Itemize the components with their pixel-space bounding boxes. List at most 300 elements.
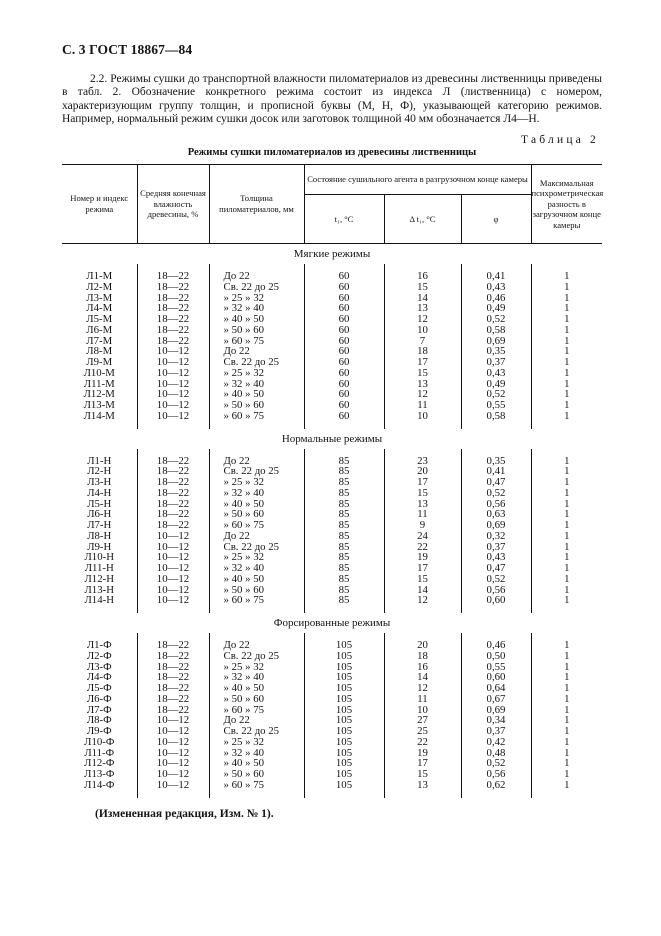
phi-cell: 0,58 bbox=[461, 411, 531, 422]
phi-cell: 0,43 bbox=[461, 552, 531, 563]
dt-cell: 10 bbox=[384, 705, 461, 716]
table-row bbox=[62, 531, 602, 542]
thickness-cell: » 32 » 40 bbox=[209, 563, 304, 574]
table-row bbox=[62, 737, 602, 748]
dt-cell: 14 bbox=[384, 672, 461, 683]
maxdiff-cell: 1 bbox=[531, 456, 602, 467]
thickness-cell: » 40 » 50 bbox=[209, 683, 304, 694]
col-maxdiff-header: Максимальная психрометрическая разность в загрузочном конце камеры bbox=[531, 165, 602, 244]
t1-cell: 85 bbox=[304, 456, 384, 467]
dt-cell: 17 bbox=[384, 758, 461, 769]
dt-cell: 11 bbox=[384, 400, 461, 411]
dt-cell: 15 bbox=[384, 769, 461, 780]
table-row bbox=[62, 336, 602, 347]
humidity-cell: 10—12 bbox=[137, 379, 209, 390]
phi-cell: 0,41 bbox=[461, 466, 531, 477]
mode-cell: Л6-М bbox=[86, 323, 113, 336]
mode-cell: Л11-Ф bbox=[84, 746, 115, 759]
mode-cell: Л2-Н bbox=[87, 465, 112, 478]
humidity-cell: 18—22 bbox=[137, 456, 209, 467]
table-row bbox=[62, 520, 602, 531]
dt-cell: 20 bbox=[384, 466, 461, 477]
mode-cell: Л1-Н bbox=[87, 454, 112, 467]
phi-cell: 0,63 bbox=[461, 509, 531, 520]
phi-cell: 0,56 bbox=[461, 769, 531, 780]
phi-cell: 0,69 bbox=[461, 705, 531, 716]
mode-cell: Л13-М bbox=[83, 399, 115, 411]
col-phi-header: φ bbox=[461, 195, 531, 244]
humidity-cell: 18—22 bbox=[137, 271, 209, 282]
table-row bbox=[62, 389, 602, 400]
humidity-cell: 10—12 bbox=[137, 368, 209, 379]
t1-cell: 85 bbox=[304, 585, 384, 596]
t1-cell: 60 bbox=[304, 325, 384, 336]
page-header: С. 3 ГОСТ 18867—84 bbox=[62, 42, 193, 57]
mode-cell: Л3-Ф bbox=[86, 660, 112, 673]
mode-cell: Л13-Н bbox=[84, 583, 114, 596]
table-row bbox=[62, 705, 602, 716]
humidity-cell: 18—22 bbox=[137, 662, 209, 673]
thickness-cell: До 22 bbox=[209, 456, 304, 467]
mode-cell: Л9-Н bbox=[87, 540, 112, 553]
phi-cell: 0,55 bbox=[461, 400, 531, 411]
t1-cell: 105 bbox=[304, 748, 384, 759]
thickness-cell: Св. 22 до 25 bbox=[209, 282, 304, 293]
mode-cell: Л14-Ф bbox=[84, 778, 115, 791]
t1-cell: 105 bbox=[304, 672, 384, 683]
phi-cell: 0,37 bbox=[461, 726, 531, 737]
humidity-cell: 18—22 bbox=[137, 282, 209, 293]
table-row bbox=[62, 758, 602, 769]
maxdiff-cell: 1 bbox=[531, 748, 602, 759]
humidity-cell: 18—22 bbox=[137, 694, 209, 705]
dt-cell: 11 bbox=[384, 694, 461, 705]
thickness-cell: » 25 » 32 bbox=[209, 368, 304, 379]
maxdiff-cell: 1 bbox=[531, 314, 602, 325]
t1-cell: 85 bbox=[304, 499, 384, 510]
mode-cell: Л6-Н bbox=[87, 508, 112, 521]
maxdiff-cell: 1 bbox=[531, 640, 602, 651]
maxdiff-cell: 1 bbox=[531, 780, 602, 791]
thickness-cell: » 50 » 60 bbox=[209, 400, 304, 411]
dt-cell: 17 bbox=[384, 563, 461, 574]
dt-cell: 12 bbox=[384, 389, 461, 400]
humidity-cell: 18—22 bbox=[137, 314, 209, 325]
maxdiff-cell: 1 bbox=[531, 282, 602, 293]
phi-cell: 0,48 bbox=[461, 748, 531, 759]
mode-cell: Л8-М bbox=[86, 345, 113, 358]
table-row bbox=[62, 325, 602, 336]
mode-cell: Л9-М bbox=[86, 356, 113, 368]
mode-cell: Л7-Н bbox=[87, 519, 112, 531]
col-humidity-header: Средняя конечная влажность древесины, % bbox=[137, 165, 209, 244]
thickness-cell: Св. 22 до 25 bbox=[209, 726, 304, 737]
table-row bbox=[62, 499, 602, 510]
dt-cell: 19 bbox=[384, 748, 461, 759]
table-row bbox=[62, 466, 602, 477]
dt-cell: 15 bbox=[384, 368, 461, 379]
dt-cell: 17 bbox=[384, 357, 461, 368]
t1-cell: 60 bbox=[304, 379, 384, 390]
t1-cell: 105 bbox=[304, 694, 384, 705]
maxdiff-cell: 1 bbox=[531, 574, 602, 585]
mode-cell: Л1-М bbox=[86, 270, 113, 282]
phi-cell: 0,64 bbox=[461, 683, 531, 694]
phi-cell: 0,56 bbox=[461, 585, 531, 596]
thickness-cell: » 50 » 60 bbox=[209, 509, 304, 520]
mode-cell: Л14-Н bbox=[84, 594, 114, 607]
humidity-cell: 10—12 bbox=[137, 552, 209, 563]
humidity-cell: 18—22 bbox=[137, 683, 209, 694]
col-dt-header: Δ t₁, °С bbox=[384, 195, 461, 244]
humidity-cell: 18—22 bbox=[137, 651, 209, 662]
table-row bbox=[62, 379, 602, 390]
maxdiff-cell: 1 bbox=[531, 325, 602, 336]
mode-cell: Л2-М bbox=[86, 280, 113, 293]
thickness-cell: » 25 » 32 bbox=[209, 662, 304, 673]
dt-cell: 14 bbox=[384, 293, 461, 304]
t1-cell: 85 bbox=[304, 563, 384, 574]
col-agent-group-header: Состояние сушильного агента в разгрузочном конце камеры bbox=[304, 165, 531, 195]
t1-cell: 60 bbox=[304, 357, 384, 368]
mode-cell: Л10-Н bbox=[84, 551, 114, 564]
t1-cell: 60 bbox=[304, 411, 384, 422]
humidity-cell: 18—22 bbox=[137, 477, 209, 488]
humidity-cell: 10—12 bbox=[137, 400, 209, 411]
maxdiff-cell: 1 bbox=[531, 662, 602, 673]
table-row bbox=[62, 748, 602, 759]
maxdiff-cell: 1 bbox=[531, 400, 602, 411]
dt-cell: 24 bbox=[384, 531, 461, 542]
humidity-cell: 18—22 bbox=[137, 672, 209, 683]
phi-cell: 0,47 bbox=[461, 477, 531, 488]
t1-cell: 85 bbox=[304, 574, 384, 585]
table-row bbox=[62, 780, 602, 791]
thickness-cell: » 32 » 40 bbox=[209, 303, 304, 314]
table-row bbox=[62, 477, 602, 488]
phi-cell: 0,43 bbox=[461, 368, 531, 379]
t1-cell: 60 bbox=[304, 293, 384, 304]
phi-cell: 0,32 bbox=[461, 531, 531, 542]
maxdiff-cell: 1 bbox=[531, 758, 602, 769]
humidity-cell: 18—22 bbox=[137, 488, 209, 499]
phi-cell: 0,67 bbox=[461, 694, 531, 705]
mode-cell: Л1-Ф bbox=[86, 639, 112, 651]
maxdiff-cell: 1 bbox=[531, 585, 602, 596]
humidity-cell: 10—12 bbox=[137, 595, 209, 606]
table-row bbox=[62, 542, 602, 553]
humidity-cell: 10—12 bbox=[137, 758, 209, 769]
dt-cell: 22 bbox=[384, 737, 461, 748]
humidity-cell: 10—12 bbox=[137, 346, 209, 357]
table-row bbox=[62, 595, 602, 606]
phi-cell: 0,60 bbox=[461, 595, 531, 606]
phi-cell: 0,52 bbox=[461, 488, 531, 499]
thickness-cell: До 22 bbox=[209, 271, 304, 282]
mode-cell: Л8-Ф bbox=[86, 714, 112, 727]
table-row bbox=[62, 694, 602, 705]
t1-cell: 60 bbox=[304, 303, 384, 314]
table-row bbox=[62, 672, 602, 683]
table-row bbox=[62, 271, 602, 282]
t1-cell: 105 bbox=[304, 715, 384, 726]
humidity-cell: 10—12 bbox=[137, 531, 209, 542]
t1-cell: 85 bbox=[304, 466, 384, 477]
phi-cell: 0,49 bbox=[461, 303, 531, 314]
table-row bbox=[62, 726, 602, 737]
thickness-cell: » 25 » 32 bbox=[209, 737, 304, 748]
phi-cell: 0,52 bbox=[461, 574, 531, 585]
dt-cell: 22 bbox=[384, 542, 461, 553]
amendment-note: (Измененная редакция, Изм. № 1). bbox=[95, 808, 274, 820]
humidity-cell: 10—12 bbox=[137, 737, 209, 748]
mode-cell: Л12-Н bbox=[84, 572, 114, 585]
humidity-cell: 10—12 bbox=[137, 585, 209, 596]
dt-cell: 18 bbox=[384, 651, 461, 662]
col-t1-header: t₁, °С bbox=[304, 195, 384, 244]
humidity-cell: 10—12 bbox=[137, 411, 209, 422]
table-row bbox=[62, 585, 602, 596]
t1-cell: 105 bbox=[304, 780, 384, 791]
t1-cell: 85 bbox=[304, 531, 384, 542]
t1-cell: 105 bbox=[304, 758, 384, 769]
dt-cell: 15 bbox=[384, 282, 461, 293]
table-row bbox=[62, 574, 602, 585]
phi-cell: 0,55 bbox=[461, 662, 531, 673]
thickness-cell: До 22 bbox=[209, 531, 304, 542]
section-title: Мягкие режимы bbox=[293, 248, 371, 260]
thickness-cell: » 32 » 40 bbox=[209, 748, 304, 759]
mode-cell: Л4-М bbox=[86, 302, 113, 315]
paragraph-2-2: 2.2. Режимы сушки до транспортной влажности пиломатериалов из древесины лиственницы приведены в табл. 2. Обозначение конкретного режима состоит из индекса Л (лиственница) с номером, характеризующим группу толщин, и прописной буквы (М, Н, Ф), указывающей категорию режимов. Например, нормальный режим сушки досок или заготовок толщиной 40 мм обозначается Л4—Н. bbox=[62, 73, 602, 126]
humidity-cell: 18—22 bbox=[137, 705, 209, 716]
dt-cell: 7 bbox=[384, 336, 461, 347]
maxdiff-cell: 1 bbox=[531, 769, 602, 780]
humidity-cell: 10—12 bbox=[137, 563, 209, 574]
thickness-cell: Св. 22 до 25 bbox=[209, 651, 304, 662]
mode-cell: Л5-Н bbox=[87, 497, 112, 510]
mode-cell: Л3-М bbox=[86, 291, 113, 304]
table-row bbox=[62, 346, 602, 357]
maxdiff-cell: 1 bbox=[531, 477, 602, 488]
thickness-cell: До 22 bbox=[209, 640, 304, 651]
phi-cell: 0,35 bbox=[461, 346, 531, 357]
humidity-cell: 18—22 bbox=[137, 466, 209, 477]
maxdiff-cell: 1 bbox=[531, 595, 602, 606]
section-title: Форсированные режимы bbox=[273, 617, 391, 629]
phi-cell: 0,52 bbox=[461, 389, 531, 400]
dt-cell: 27 bbox=[384, 715, 461, 726]
dt-cell: 19 bbox=[384, 552, 461, 563]
dt-cell: 15 bbox=[384, 488, 461, 499]
dt-cell: 16 bbox=[384, 271, 461, 282]
table-row bbox=[62, 683, 602, 694]
phi-cell: 0,50 bbox=[461, 651, 531, 662]
table-row bbox=[62, 456, 602, 467]
thickness-cell: Св. 22 до 25 bbox=[209, 357, 304, 368]
thickness-cell: » 60 » 75 bbox=[209, 411, 304, 422]
table-row bbox=[62, 509, 602, 520]
table-row bbox=[62, 314, 602, 325]
dt-cell: 16 bbox=[384, 662, 461, 673]
thickness-cell: » 40 » 50 bbox=[209, 389, 304, 400]
mode-cell: Л4-Ф bbox=[86, 671, 112, 684]
phi-cell: 0,52 bbox=[461, 758, 531, 769]
thickness-cell: » 32 » 40 bbox=[209, 672, 304, 683]
t1-cell: 85 bbox=[304, 477, 384, 488]
mode-cell: Л5-М bbox=[86, 313, 113, 325]
mode-cell: Л9-Ф bbox=[86, 725, 112, 737]
thickness-cell: » 50 » 60 bbox=[209, 325, 304, 336]
mode-cell: Л6-Ф bbox=[86, 692, 112, 705]
dt-cell: 13 bbox=[384, 379, 461, 390]
t1-cell: 60 bbox=[304, 336, 384, 347]
maxdiff-cell: 1 bbox=[531, 737, 602, 748]
maxdiff-cell: 1 bbox=[531, 705, 602, 716]
thickness-cell: » 60 » 75 bbox=[209, 705, 304, 716]
dt-cell: 25 bbox=[384, 726, 461, 737]
phi-cell: 0,47 bbox=[461, 563, 531, 574]
table-title: Режимы сушки пиломатериалов из древесины лиственницы bbox=[187, 147, 477, 158]
phi-cell: 0,35 bbox=[461, 456, 531, 467]
table-row bbox=[62, 357, 602, 368]
mode-cell: Л10-М bbox=[83, 366, 115, 379]
dt-cell: 11 bbox=[384, 509, 461, 520]
humidity-cell: 10—12 bbox=[137, 389, 209, 400]
dt-cell: 13 bbox=[384, 780, 461, 791]
dt-cell: 18 bbox=[384, 346, 461, 357]
t1-cell: 85 bbox=[304, 595, 384, 606]
dt-cell: 13 bbox=[384, 303, 461, 314]
thickness-cell: » 25 » 32 bbox=[209, 477, 304, 488]
humidity-cell: 10—12 bbox=[137, 715, 209, 726]
thickness-cell: » 60 » 75 bbox=[209, 336, 304, 347]
humidity-cell: 18—22 bbox=[137, 336, 209, 347]
table-row bbox=[62, 282, 602, 293]
maxdiff-cell: 1 bbox=[531, 531, 602, 542]
t1-cell: 60 bbox=[304, 271, 384, 282]
maxdiff-cell: 1 bbox=[531, 389, 602, 400]
thickness-cell: До 22 bbox=[209, 715, 304, 726]
section-title: Нормальные режимы bbox=[281, 432, 383, 445]
thickness-cell: » 40 » 50 bbox=[209, 499, 304, 510]
table-body bbox=[62, 244, 602, 798]
maxdiff-cell: 1 bbox=[531, 293, 602, 304]
maxdiff-cell: 1 bbox=[531, 336, 602, 347]
humidity-cell: 10—12 bbox=[137, 780, 209, 791]
dt-cell: 10 bbox=[384, 325, 461, 336]
humidity-cell: 10—12 bbox=[137, 748, 209, 759]
maxdiff-cell: 1 bbox=[531, 672, 602, 683]
dt-cell: 14 bbox=[384, 585, 461, 596]
col-thickness-header: Толщина пиломатериалов, мм bbox=[209, 165, 304, 244]
mode-cell: Л8-Н bbox=[87, 529, 112, 542]
phi-cell: 0,58 bbox=[461, 325, 531, 336]
maxdiff-cell: 1 bbox=[531, 357, 602, 368]
humidity-cell: 10—12 bbox=[137, 357, 209, 368]
table-row bbox=[62, 303, 602, 314]
thickness-cell: » 32 » 40 bbox=[209, 488, 304, 499]
maxdiff-cell: 1 bbox=[531, 520, 602, 531]
t1-cell: 85 bbox=[304, 509, 384, 520]
thickness-cell: Св. 22 до 25 bbox=[209, 466, 304, 477]
mode-cell: Л14-М bbox=[83, 409, 115, 422]
humidity-cell: 18—22 bbox=[137, 509, 209, 520]
phi-cell: 0,49 bbox=[461, 379, 531, 390]
phi-cell: 0,46 bbox=[461, 293, 531, 304]
thickness-cell: » 60 » 75 bbox=[209, 520, 304, 531]
t1-cell: 60 bbox=[304, 400, 384, 411]
humidity-cell: 18—22 bbox=[137, 499, 209, 510]
dt-cell: 12 bbox=[384, 595, 461, 606]
maxdiff-cell: 1 bbox=[531, 563, 602, 574]
t1-cell: 105 bbox=[304, 705, 384, 716]
table-row bbox=[62, 769, 602, 780]
mode-cell: Л2-Ф bbox=[86, 649, 112, 662]
mode-cell: Л4-Н bbox=[87, 486, 112, 499]
thickness-cell: » 40 » 50 bbox=[209, 758, 304, 769]
maxdiff-cell: 1 bbox=[531, 694, 602, 705]
phi-cell: 0,42 bbox=[461, 737, 531, 748]
maxdiff-cell: 1 bbox=[531, 411, 602, 422]
dt-cell: 17 bbox=[384, 477, 461, 488]
phi-cell: 0,56 bbox=[461, 499, 531, 510]
table-row bbox=[62, 651, 602, 662]
dt-cell: 12 bbox=[384, 314, 461, 325]
mode-cell: Л13-Ф bbox=[84, 768, 115, 780]
drying-modes-table bbox=[62, 164, 602, 798]
humidity-cell: 10—12 bbox=[137, 769, 209, 780]
phi-cell: 0,43 bbox=[461, 282, 531, 293]
t1-cell: 60 bbox=[304, 368, 384, 379]
thickness-cell: » 32 » 40 bbox=[209, 379, 304, 390]
maxdiff-cell: 1 bbox=[531, 715, 602, 726]
dt-cell: 13 bbox=[384, 499, 461, 510]
maxdiff-cell: 1 bbox=[531, 466, 602, 477]
phi-cell: 0,69 bbox=[461, 336, 531, 347]
dt-cell: 20 bbox=[384, 640, 461, 651]
humidity-cell: 10—12 bbox=[137, 574, 209, 585]
mode-cell: Л11-Н bbox=[84, 562, 114, 574]
thickness-cell: До 22 bbox=[209, 346, 304, 357]
table-row bbox=[62, 640, 602, 651]
table-number: Таблица 2 bbox=[521, 134, 599, 146]
phi-cell: 0,62 bbox=[461, 780, 531, 791]
t1-cell: 105 bbox=[304, 726, 384, 737]
table-row bbox=[62, 662, 602, 673]
mode-cell: Л12-М bbox=[83, 388, 115, 401]
maxdiff-cell: 1 bbox=[531, 683, 602, 694]
humidity-cell: 18—22 bbox=[137, 640, 209, 651]
t1-cell: 60 bbox=[304, 389, 384, 400]
maxdiff-cell: 1 bbox=[531, 488, 602, 499]
thickness-cell: Св. 22 до 25 bbox=[209, 542, 304, 553]
t1-cell: 60 bbox=[304, 314, 384, 325]
t1-cell: 85 bbox=[304, 520, 384, 531]
thickness-cell: » 60 » 75 bbox=[209, 780, 304, 791]
table-row bbox=[62, 400, 602, 411]
t1-cell: 85 bbox=[304, 542, 384, 553]
t1-cell: 105 bbox=[304, 662, 384, 673]
dt-cell: 12 bbox=[384, 683, 461, 694]
mode-cell: Л5-Ф bbox=[86, 682, 112, 694]
maxdiff-cell: 1 bbox=[531, 552, 602, 563]
maxdiff-cell: 1 bbox=[531, 303, 602, 314]
mode-cell: Л3-Н bbox=[87, 476, 112, 488]
phi-cell: 0,37 bbox=[461, 542, 531, 553]
maxdiff-cell: 1 bbox=[531, 726, 602, 737]
table-row bbox=[62, 293, 602, 304]
